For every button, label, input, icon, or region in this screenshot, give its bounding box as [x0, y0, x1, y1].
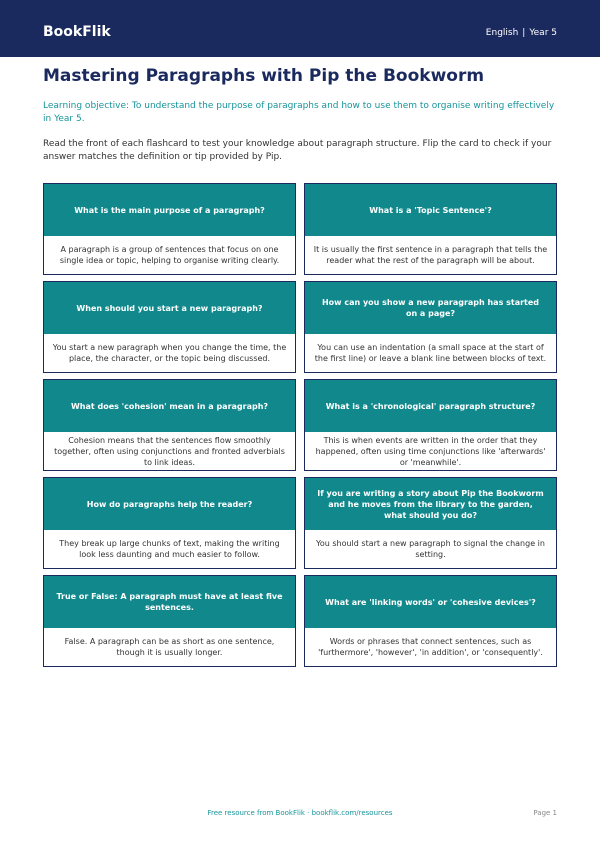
subject-label: English — [485, 28, 519, 38]
flashcard-answer: You start a new paragraph when you change the time, the place, the character, or the topic being discussed. — [52, 343, 287, 363]
flashcard-question: What are 'linking words' or 'cohesive devices'? — [305, 576, 556, 628]
flashcard-question: What is a 'chronological' paragraph structure? — [305, 380, 556, 432]
year-label: Year 5 — [529, 28, 557, 38]
flashcard[interactable] — [304, 281, 557, 373]
flashcard[interactable] — [304, 575, 557, 667]
flashcard[interactable] — [304, 379, 557, 471]
flashcard-answer: It is usually the first sentence in a paragraph that tells the reader what the rest of the paragraph will be about. — [313, 245, 548, 265]
page-header — [0, 0, 600, 57]
flashcard-question: If you are writing a story about Pip the Bookworm and he moves from the library to the garden, what should you do? — [305, 478, 556, 530]
meta-separator: | — [522, 28, 526, 38]
footer-resource-link[interactable]: Free resource from BookFlik · bookflik.com/resources — [207, 809, 393, 817]
flashcard-question: When should you start a new paragraph? — [44, 282, 295, 334]
page-number: Page 1 — [533, 809, 557, 817]
flashcard-question: What does 'cohesion' mean in a paragraph? — [44, 380, 295, 432]
flashcard-answer: Cohesion means that the sentences flow smoothly together, often using conjunctions and fronted adverbials to link ideas. — [54, 435, 285, 467]
brand-logo[interactable]: BookFlik — [43, 24, 111, 40]
flashcard-answer: Words or phrases that connect sentences, such as 'furthermore', 'however', 'in addition', or 'consequently'. — [318, 637, 543, 657]
flashcard-answer: They break up large chunks of text, making the writing look less daunting and much easier to follow. — [59, 539, 280, 559]
flashcard[interactable] — [43, 477, 296, 569]
header-meta — [486, 28, 557, 38]
flashcard-question: How do paragraphs help the reader? — [44, 478, 295, 530]
flashcard-answer: False. A paragraph can be as short as one sentence, though it is usually longer. — [64, 637, 275, 657]
flashcard[interactable] — [304, 477, 557, 569]
flashcard-question: How can you show a new paragraph has started on a page? — [305, 282, 556, 334]
flashcard[interactable] — [43, 183, 296, 275]
flashcard-question: True or False: A paragraph must have at least five sentences. — [44, 576, 295, 628]
flashcard-question: What is the main purpose of a paragraph? — [44, 184, 295, 236]
flashcard[interactable] — [43, 281, 296, 373]
flashcard[interactable] — [43, 379, 296, 471]
flashcard[interactable] — [43, 575, 296, 667]
learning-objective: Learning objective: To understand the purpose of paragraphs and how to use them to organise writing effectively in Year 5. — [43, 101, 555, 124]
flashcard-question: What is a 'Topic Sentence'? — [305, 184, 556, 236]
flashcard-answer: A paragraph is a group of sentences that focus on one single idea or topic, helping to organise writing clearly. — [59, 245, 280, 265]
flashcard-answer: This is when events are written in the order that they happened, often using time conjunctions like 'afterwards' or 'meanwhile'. — [315, 435, 546, 467]
flashcard-answer: You should start a new paragraph to signal the change in setting. — [316, 539, 545, 559]
flashcard-answer: You can use an indentation (a small space at the start of the first line) or leave a blank line between blocks of text. — [314, 343, 547, 363]
page-title: Mastering Paragraphs with Pip the Bookworm — [43, 66, 485, 86]
flashcard[interactable] — [304, 183, 557, 275]
instructions: Read the front of each flashcard to test your knowledge about paragraph structure. Flip the card to check if your answer matches the definition or tip provided by Pip. — [43, 139, 552, 162]
